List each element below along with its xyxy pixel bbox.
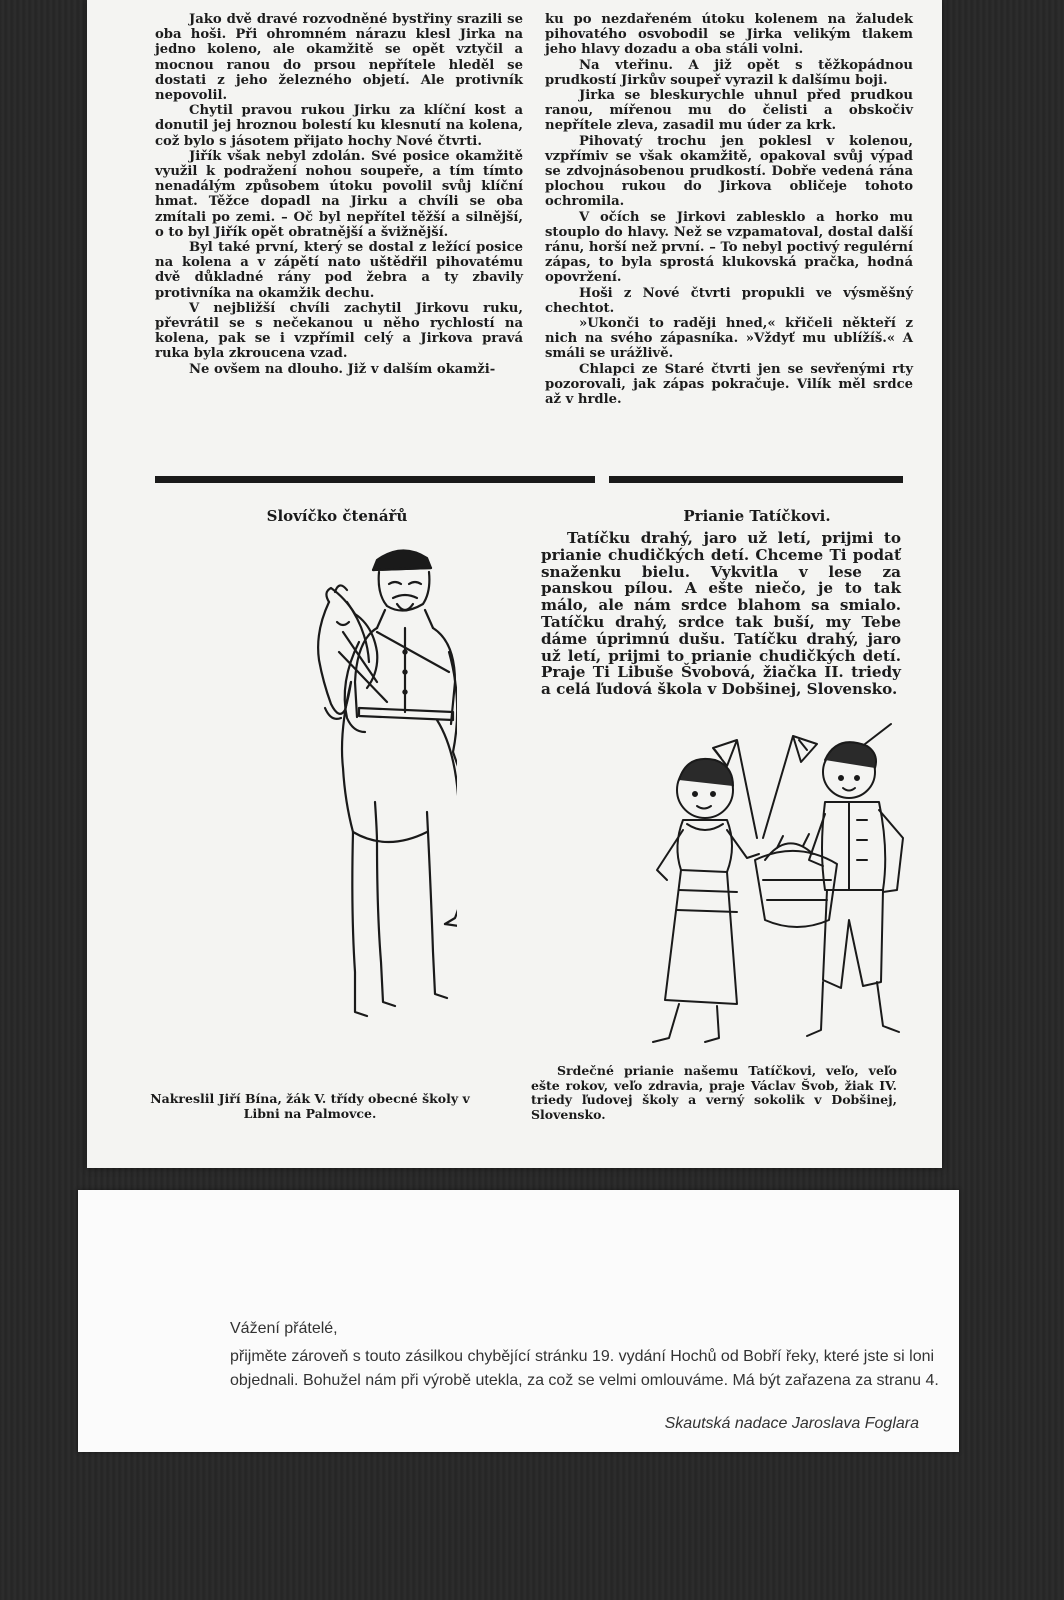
article-paragraph: Jako dvě dravé rozvodněné bystřiny srazili se oba hoši. Při ohromném nárazu klesl Jirka na jedno koleno, ale okamžitě se opět vztyčil a mocnou ranou do prsou nepřítele hleděl se dostati z jeho železného objetí. Ale protivník nepovolil.: [155, 12, 523, 104]
rider-on-horse-illustration: [227, 532, 457, 1062]
article-paragraph: Jirka se bleskurychle uhnul před prudkou ranou, mířenou mu do čelisti a obskočiv nepřítele zleva, zasadil mu úder za krk.: [545, 88, 913, 134]
article-paragraph: Na vteřinu. A již opět s těžkopádnou prudkostí Jirkův soupeř vyrazil k dalšímu boji.: [545, 57, 913, 88]
section-heading-readers: Slovíčko čtenářů: [266, 507, 408, 525]
magazine-page: [87, 0, 942, 1168]
section-heading-wish: Prianie Tatíčkovi.: [683, 507, 831, 525]
illustration-caption-right: Srdečné prianie našemu Tatíčkovi, veľo, veľo ešte rokov, veľo zdravia, praje Václav Švob, žiak IV. triedy ľudovej školy a verný sokolik v Dobšinej, Slovensko.: [531, 1063, 897, 1122]
wish-letter-text: Tatíčku drahý, jaro už letí, prijmi to prianie chudičkých detí. Chceme Ti podať snaženku bielu. Vykvitla v lese za panskou pílou. A ešte niečo, je to tak málo, ale nám srdce blahom sa smialo. Tatíčku drahý, srdce tak buší, my Tebe dáme úprimnú dušu. Tatíčku drahý, jaro už letí, prijmi to prianie chudičkých detí. Praje Ti Libuše Švobová, žiačka II. triedy a celá ľudová škola v Dobšinej, Slovensko.: [541, 529, 901, 699]
notice-body: přijměte zároveň s touto zásilkou chybějící stránku 19. vydání Hochů od Bobří řeky, které jste si loni objednali. Bohužel nám při výrobě utekla, za což se velmi omlouváme. Má být zařazena za stranu 4.: [230, 1348, 939, 1389]
section-divider: [155, 476, 595, 483]
article-paragraph: Jiřík však nebyl zdolán. Své posice okamžitě využil k podražení nohou soupeře, a tím tímto nenadálým způsobem útoku povolil svůj klíční hmat. Těžce dopadl na Jirku a chvíli se oba zmítali po zemi. – Oč byl nepřítel těžší a silnější, o to byl Jiřík opět obratnější a švižnější.: [155, 148, 523, 240]
article-column-right: [545, 12, 913, 407]
article-paragraph: Pihovatý trochu jen poklesl v kolenou, vzpřímiv se však okamžitě, opakoval svůj výpad se zdvojnásobenou prudkostí. Dobře vedená rána plochou rukou do Jirkova obličeje tohoto ochromila.: [545, 133, 913, 210]
illustration-caption-left: Nakreslil Jiří Bína, žák V. třídy obecné školy v Libni na Palmovce.: [150, 1091, 470, 1121]
children-with-basket-illustration: [587, 720, 917, 1050]
article-paragraph: Chytil pravou rukou Jirku za klíční kost a donutil jej hroznou bolestí ku klesnutí na kolena, což bylo s jásotem přijato hochy Nové čtvrti.: [155, 103, 523, 149]
article-paragraph: Byl také první, který se dostal z ležící posice na kolena a v zápětí nato uštědřil pihovatému dvě důkladné rány pod žebra a ty zbavily protivníka na okamžik dechu.: [155, 240, 523, 301]
article-paragraph: V očích se Jirkovi zablesklo a horko mu stouplo do hlavy. Než se vzpamatoval, dostal další ránu, horší než první. – To nebyl poctivý regulérní zápas, to byla sprostá klukovská pračka, hodná opovržení.: [545, 209, 913, 286]
article-paragraph: V nejbližší chvíli zachytil Jirkovu ruku, převrátil se s nečekanou u něho rychlostí na kolena, pak se i vzpřímil celý a Jirkova pravá ruka byla zkroucena vzad.: [155, 300, 523, 362]
article-paragraph: ku po nezdařeném útoku kolenem na žaludek pihovatého osvobodil se Jirka velikým tlakem jeho hlavy dozadu a oba stáli volni.: [545, 12, 913, 58]
notice-slip: [78, 1190, 959, 1452]
section-divider: [609, 476, 903, 483]
article-paragraph: Chlapci ze Staré čtvrti jen se sevřenými rty pozorovali, jak zápas pokračuje. Vilík měl srdce až v hrdle.: [545, 361, 913, 408]
notice-signature: Skautská nadace Jaroslava Foglara: [664, 1415, 919, 1432]
article-column-left: [155, 12, 523, 377]
article-paragraph: »Ukonči to raději hned,« křičeli někteří z nich na svého zápasníka. »Vždyť mu ublížíš.« A smáli se urážlivě.: [545, 316, 913, 362]
notice-greeting: Vážení přátelé,: [230, 1320, 338, 1337]
article-paragraph: Hoši z Nové čtvrti propukli ve výsměšný chechtot.: [545, 285, 913, 316]
article-paragraph: Ne ovšem na dlouho. Již v dalším okamži-: [189, 361, 496, 377]
